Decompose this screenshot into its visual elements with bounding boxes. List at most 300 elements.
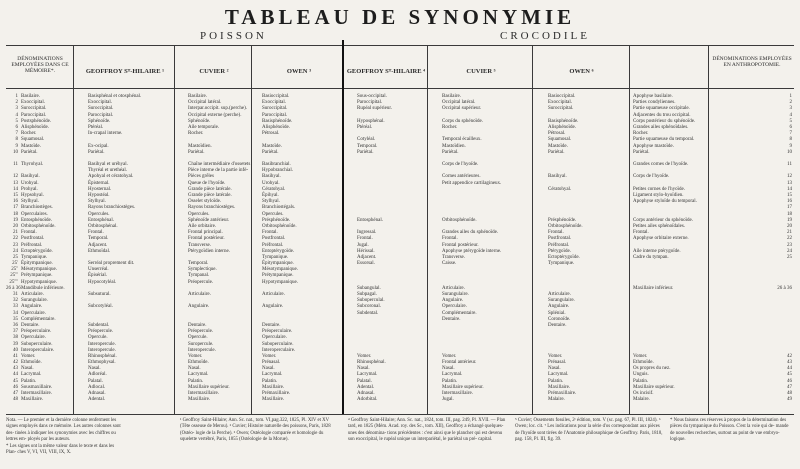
owen-2-cell: Pétrosal.	[548, 131, 566, 137]
left-row-number: 22	[13, 236, 18, 242]
geoffroy-2-cell: Lacrymal.	[357, 372, 378, 378]
left-row-name: Dentaire.	[21, 322, 40, 328]
left-row-number: 37	[13, 329, 18, 335]
right-row-name: Maxillaire supérieur.	[633, 384, 675, 390]
left-row-number: 36	[13, 322, 18, 328]
left-row-number: 42	[13, 360, 18, 366]
left-row-name: Nasal.	[21, 366, 34, 372]
left-row-number: 12	[13, 174, 18, 180]
left-row-number: 23	[13, 242, 18, 248]
right-row-number: 47	[787, 384, 792, 390]
geoffroy-2-cell: Essorsal.	[357, 261, 375, 267]
geoffroy-1-cell: Hypocotyléal.	[88, 279, 117, 285]
owen-2-cell: Orbitosphénoïde.	[548, 223, 583, 229]
right-row-number: 7	[789, 131, 792, 137]
owen-2-cell: Nasal.	[548, 366, 561, 372]
geoffroy-1-cell: Épisternal.	[88, 180, 110, 186]
left-row-number: 44	[13, 372, 18, 378]
cuvier-1-cell: Queue de l'hyoïde.	[188, 180, 226, 186]
left-row-number: 1	[15, 94, 18, 99]
left-row-name: Suroccipital.	[21, 106, 47, 112]
right-row-number: 4	[789, 112, 792, 118]
cuvier-1-cell: Dentaire.	[188, 322, 207, 328]
header-rule	[6, 88, 794, 89]
right-row-number: 11	[787, 162, 792, 168]
left-row-number: 32	[13, 298, 18, 304]
cuvier-1-cell: Vomer.	[188, 353, 203, 359]
geoffroy-2-cell: Ptéréal.	[357, 124, 373, 130]
geoffroy-2-cell: Pariétal.	[357, 149, 374, 155]
owen-2-cell: Frontal.	[548, 230, 564, 236]
owen-1-cell: Prémaxillaire.	[262, 391, 291, 396]
cuvier-2-cell: Angulaire.	[442, 298, 464, 304]
cuvier-1-cell: Basilaire.	[188, 94, 208, 99]
right-row-number: 23	[787, 242, 792, 248]
owen-1-cell: Tympanique.	[262, 254, 289, 260]
geoffroy-1-cell: Thyréal et urethéal.	[88, 168, 128, 174]
right-row-number: 5	[789, 118, 792, 124]
cuvier-2-cell: Complémentaire.	[442, 310, 477, 316]
cuvier-1-cell: Ethmoïde.	[188, 360, 209, 366]
left-row-name: Operculaire.	[21, 335, 46, 341]
right-row-name: Ligament stylo-hyoïdien.	[633, 193, 684, 198]
cuvier-1-cell: Symplectique.	[188, 267, 217, 273]
geoffroy-1-cell: Unserréal.	[88, 267, 109, 273]
left-row-number: 39	[13, 341, 18, 347]
cuvier-1-cell: Articulaire.	[188, 292, 211, 297]
left-row-name: Frontal.	[21, 230, 37, 236]
cuvier-1-cell: Aile temporale.	[188, 124, 220, 130]
owen-1-cell: Nasal.	[262, 366, 275, 372]
right-row-name: Apophyse mastoïde.	[633, 143, 674, 149]
group-header-poisson: POISSON	[200, 30, 267, 42]
left-row-name: Maxillaire.	[21, 397, 44, 403]
left-row-number: 33	[13, 304, 18, 310]
right-row-number: 14	[787, 186, 792, 192]
geoffroy-2-cell: Rhinosphénal.	[357, 360, 386, 366]
right-row-number: 19	[787, 217, 792, 223]
geoffroy-1-cell: Opercule.	[88, 335, 108, 341]
geoffroy-2-cell: Rupéal supérieur.	[357, 106, 392, 112]
geoffroy-1-cell: Subcotyléal.	[88, 304, 113, 310]
left-row-name: Préoperculaire.	[21, 329, 52, 335]
owen-2-cell: Mastoïde.	[548, 143, 568, 149]
cuvier-2-cell: Rocher.	[442, 124, 458, 130]
owen-1-cell: Pétrosal.	[262, 131, 280, 137]
right-row-name: Unguis.	[633, 372, 649, 378]
geoffroy-1-cell: Adjacent.	[88, 242, 108, 248]
left-row-number: 34	[13, 310, 18, 316]
cuvier-2-cell: Nasal.	[442, 366, 455, 372]
divider-2	[174, 45, 175, 414]
divider-8	[708, 45, 709, 414]
owen-2-cell: Présphénoïde.	[548, 217, 577, 223]
cuvier-1-cell: Rayons branchiostèges.	[188, 205, 236, 211]
left-row-number: 25'	[12, 261, 18, 267]
right-row-name: Malaire.	[633, 397, 650, 403]
owen-1-cell: Pariétal.	[262, 149, 279, 155]
geoffroy-1-cell: Basisphénal et otosphénal.	[88, 94, 142, 99]
left-row-number: 7	[15, 131, 18, 137]
right-row-number: 45	[787, 372, 792, 378]
owen-2-cell: Maxillaire.	[548, 384, 571, 390]
left-row-name: Sousmaxillaire.	[21, 384, 53, 390]
header-geoffroy-1: GEOFFROY Sᵀ-HILAIRE ¹	[85, 68, 165, 75]
right-row-name: Aile interne ptérygoïde.	[633, 248, 681, 254]
geoffroy-2-cell: Nasal.	[357, 366, 370, 372]
left-row-name: Ethmoïde.	[21, 360, 42, 366]
left-row-number: 10	[13, 149, 18, 155]
cuvier-2-cell: Pariétal.	[442, 149, 459, 155]
owen-2-cell: Basihyal.	[548, 174, 567, 180]
cuvier-1-cell: Occipital externe (perche).	[188, 112, 242, 118]
note-3: ¹ Geoffroy Saint-Hilaire; Ann. Sc. nat., tom. VI,pag.322, 1825, Pl. XIV et XV (Tête osseuse de Merou). ² Cuvier; Histoire naturelle des poissons, Paris, 1828 (Ostéo- logie de la Perche). ³ Owen; Ostéologie comparée et homologie du squelette vertébré, Paris, 1855 (Ostéologie de la Morue).	[180, 418, 331, 443]
right-row-number: 25	[787, 254, 792, 260]
cuvier-2-cell: Dentaire.	[442, 316, 461, 322]
left-row-number: 25''''	[9, 279, 18, 285]
owen-1-cell: Basioccipital.	[262, 94, 290, 99]
left-row-number: 4	[15, 112, 18, 118]
owen-2-cell: Exoccipital.	[548, 100, 573, 106]
left-row-name: Mésotympanique.	[21, 267, 57, 273]
right-row-name: Corps de l'hyoïde.	[633, 174, 670, 180]
cuvier-1-cell: Frontal postérieur.	[188, 236, 225, 242]
owen-1-cell: Urohyal.	[262, 180, 280, 186]
geoffroy-2-cell: Adjacent.	[357, 254, 377, 260]
left-row-number: 46	[13, 384, 18, 390]
left-row-name: Articulaire.	[21, 292, 44, 297]
cuvier-2-cell: Palatin.	[442, 378, 458, 384]
note-2: * Les signes ont la même valeur dans le texte et dans les Plan- ches V, VI, VII, VIII, IX, X.	[6, 444, 115, 456]
geoffroy-1-cell: Ptéréal.	[88, 124, 104, 130]
geoffroy-1-cell: Sphénoïde.	[88, 118, 111, 124]
right-row-name: Petites ailes sphénoïdales.	[633, 223, 686, 229]
cuvier-2-cell: Cornes antérieures.	[442, 174, 481, 180]
cuvier-2-cell: Orbitosphénoïde.	[442, 217, 477, 223]
left-row-number: 16	[13, 199, 18, 205]
left-row-name: Ectoptérygoïde.	[21, 248, 53, 254]
divider-7	[629, 45, 630, 414]
owen-2-cell: Surangulaire.	[548, 298, 575, 304]
owen-1-cell: Mastoïde.	[262, 143, 282, 149]
left-row-name: Mastoïde.	[21, 143, 41, 149]
geoffroy-1-cell: Nasal.	[88, 366, 101, 372]
left-row-number: 21	[13, 230, 18, 236]
left-row-number: 40	[13, 347, 18, 353]
owen-1-cell: Branchiostégals.	[262, 205, 296, 211]
left-row-number: 25	[13, 254, 18, 260]
right-row-name: Apophyse styloïde du temporal.	[633, 199, 697, 205]
left-row-number: 2	[15, 100, 18, 106]
right-row-number: 24	[787, 248, 792, 254]
geoffroy-2-cell: Subangulal.	[357, 285, 381, 291]
geoffroy-1-cell: Basihyal et uréhyal.	[88, 162, 128, 168]
owen-2-cell: Dentaire.	[548, 322, 567, 328]
left-row-number: 15	[13, 193, 18, 198]
geoffroy-2-cell: Adental.	[357, 384, 375, 390]
geoffroy-1-cell: Hypostéal.	[88, 193, 110, 198]
owen-1-cell: Préfrontal.	[262, 242, 284, 248]
geoffroy-2-cell: Paroccipital.	[357, 100, 383, 106]
right-row-name: Palatin.	[633, 378, 649, 384]
left-row-number: 26 à 36	[6, 285, 21, 291]
left-row-number: 35	[13, 316, 18, 322]
left-row-number: 25''	[11, 267, 18, 273]
left-row-name: Squamosal.	[21, 137, 45, 143]
cuvier-2-cell: Caisse.	[442, 261, 457, 267]
right-row-name: Pariétal.	[633, 149, 650, 155]
right-row-name: Partie squameuse occipitale.	[633, 106, 690, 112]
geoffroy-1-cell: Paroccipital.	[88, 112, 114, 118]
column-left-names	[21, 94, 73, 403]
owen-2-cell: Coronoïde.	[548, 316, 571, 322]
column-right-names	[633, 94, 697, 403]
geoffroy-1-cell: Palatal.	[88, 378, 103, 384]
owen-1-cell: Présphénoïde.	[262, 217, 291, 223]
geoffroy-1-cell: Subsutural.	[88, 292, 111, 297]
geoffroy-1-cell: Ethmoïdal.	[88, 248, 111, 254]
note-1: Nota. — Le premier et la dernière colonne renferment les signes employés dans ce mémoire. Les autres colonnes sont des- tinées à indiquer les synonymies avec les chiffres ou lettres em- ployés par les auteurs.	[6, 418, 121, 443]
geoffroy-1-cell: In-crapal interne.	[88, 131, 123, 137]
owen-1-cell: Orbitosphénoïde.	[262, 223, 297, 229]
right-row-name: Os incisif.	[633, 391, 654, 396]
right-row-number: 8	[789, 137, 792, 143]
left-row-name: Pariétal.	[21, 149, 38, 155]
cuvier-2-cell: Apophyse ptérygoïde interne.	[442, 248, 502, 254]
geoffroy-1-cell: Pariétal.	[88, 149, 105, 155]
owen-2-cell: Basisphénoïde.	[548, 118, 579, 124]
geoffroy-2-cell: Palatal.	[357, 378, 372, 384]
geoffroy-2-cell: Adorbital.	[357, 397, 378, 403]
cuvier-2-cell: Mastoïdien.	[442, 143, 466, 149]
geoffroy-2-cell: Adnasal.	[357, 391, 375, 396]
left-row-name: Urohyal.	[21, 180, 39, 186]
header-cuvier-1: CUVIER ²	[199, 68, 229, 75]
geoffroy-1-cell: Préopercule.	[88, 329, 114, 335]
left-row-name: Hypsohyal.	[21, 193, 44, 198]
left-row-name: Operculaire.	[21, 310, 46, 316]
right-row-number: 20	[787, 223, 792, 229]
cuvier-1-cell: Grande pièce latérale.	[188, 193, 232, 198]
cuvier-1-cell: Temporal.	[188, 261, 209, 267]
cuvier-2-cell: Maxillaire supérieur.	[442, 384, 484, 390]
geoffroy-1-cell: Apohyal et cératohyal.	[88, 174, 134, 180]
owen-1-cell: Mésotympanique.	[262, 267, 298, 273]
geoffroy-1-cell: Adental.	[88, 397, 106, 403]
cuvier-1-cell: Tympanal.	[188, 273, 210, 279]
owen-1-cell: Cératohyal.	[262, 186, 286, 192]
column-right-numbers	[776, 94, 792, 403]
column-owen-1	[262, 94, 342, 403]
owen-2-cell: Ptérygoïde.	[548, 248, 571, 254]
left-row-number: 45	[13, 378, 18, 384]
geoffroy-2-cell: Hyposphénal.	[357, 118, 385, 124]
geoffroy-2-cell: Jugal.	[357, 242, 369, 248]
column-geoffroy-1	[88, 94, 174, 403]
divider-3	[251, 45, 252, 414]
owen-1-cell: Opercules.	[262, 211, 284, 217]
left-row-number: 6	[15, 124, 18, 130]
geoffroy-2-cell: Frontal.	[357, 236, 373, 242]
left-row-number: 5	[15, 118, 18, 124]
right-row-number: 18	[787, 211, 792, 217]
cuvier-2-cell: Lacrymal.	[442, 372, 463, 378]
cuvier-2-cell: Temporal écailleux.	[442, 137, 482, 143]
right-row-number: 10	[787, 149, 792, 155]
geoffroy-1-cell: Adnasal.	[88, 391, 106, 396]
owen-1-cell: Operculaire.	[262, 335, 287, 341]
geoffroy-1-cell: Frontal.	[88, 230, 104, 236]
geoffroy-2-cell: Cotyléal.	[357, 137, 376, 143]
right-row-name: Parties condyliennes.	[633, 100, 676, 106]
geoffroy-2-cell: Vomer.	[357, 353, 372, 359]
header-left: DÉNOMINATIONS EMPLOYÉES DANS CE MÉMOIRE*.	[11, 56, 69, 74]
left-row-name: Operculaires.	[21, 211, 48, 217]
cuvier-1-cell: Intermaxillaire.	[188, 391, 219, 396]
right-row-name: Adjacentes du trou occipital.	[633, 112, 691, 118]
left-row-name: Préfrontal.	[21, 242, 43, 248]
owen-1-cell: Postfrontal.	[262, 236, 286, 242]
cuvier-1-cell: Grande pièce latérale.	[188, 186, 232, 192]
right-row-name: Grandes cornes de l'hyoïde.	[633, 162, 689, 168]
owen-2-cell: Basioccipital.	[548, 94, 576, 99]
left-row-number: 18	[13, 211, 18, 217]
left-row-number: 38	[13, 335, 18, 341]
cuvier-1-cell: Frontal principal.	[188, 230, 223, 236]
right-row-number: 16	[787, 199, 792, 205]
divider-5	[427, 45, 428, 414]
right-row-name: Partie squameuse du temporal.	[633, 137, 695, 143]
right-row-name: Vomer.	[633, 353, 648, 359]
owen-1-cell: Lacrymal.	[262, 372, 283, 378]
left-row-number: 20	[13, 223, 18, 229]
header-owen-2: OWEN ⁶	[569, 68, 594, 75]
right-row-number: 1	[789, 94, 792, 99]
right-row-number: 17	[787, 205, 792, 211]
owen-2-cell: Squamosal.	[548, 137, 572, 143]
owen-1-cell: Palatin.	[262, 378, 278, 384]
cuvier-1-cell: Opercules.	[188, 211, 210, 217]
left-row-name: Épitympanique.	[21, 261, 53, 267]
geoffroy-1-cell: Ethmophysal.	[88, 360, 116, 366]
right-row-name: Corps antérieur du sphénoïde.	[633, 217, 693, 223]
cuvier-2-cell: Frontal postérieur.	[442, 242, 479, 248]
left-row-name: Paroccipital.	[21, 112, 47, 118]
page-title: TABLEAU DE SYNONYMIE	[224, 5, 576, 29]
group-header-crocodile: CROCODILE	[500, 30, 590, 42]
left-row-number: 17	[13, 205, 18, 211]
left-row-number: 31	[13, 292, 18, 297]
right-row-number: 9	[789, 143, 792, 149]
owen-2-cell: Pariétal.	[548, 149, 565, 155]
cuvier-1-cell: Transverse.	[188, 242, 212, 248]
geoffroy-2-cell: Ingressal.	[357, 230, 377, 236]
geoffroy-1-cell: Adloréal.	[88, 372, 107, 378]
geoffroy-2-cell: Subcoronal.	[357, 304, 382, 310]
left-row-name: Postfrontal.	[21, 236, 45, 242]
owen-2-cell: Articulaire.	[548, 292, 571, 297]
owen-1-cell: Stylhyal.	[262, 199, 280, 205]
geoffroy-1-cell: Rhinosphénal.	[88, 353, 117, 359]
left-row-number: 48	[13, 397, 18, 403]
cuvier-1-cell: Pariétal.	[188, 149, 205, 155]
left-row-number: 9	[15, 143, 18, 149]
geoffroy-1-cell: Épisérial.	[88, 273, 108, 279]
cuvier-1-cell: Interpar.occipit. sup.(perche).	[188, 106, 248, 112]
geoffroy-2-cell: Subpagal.	[357, 292, 377, 297]
cuvier-1-cell: Pièces grêles	[188, 174, 214, 180]
left-row-number: 25'''	[10, 273, 18, 279]
owen-1-cell: Frontal.	[262, 230, 278, 236]
geoffroy-2-cell: Sous-occipital.	[357, 94, 387, 99]
right-row-name: Grandes ailes sphénoïdales.	[633, 124, 689, 130]
header-owen-1: OWEN ³	[286, 68, 312, 75]
cuvier-2-cell: Intermaxillaire.	[442, 391, 473, 396]
left-row-number: 13	[13, 180, 18, 186]
geoffroy-2-cell: Hérissal.	[357, 248, 375, 254]
owen-1-cell: Hypotympanique.	[262, 279, 298, 285]
owen-1-cell: Articulaire.	[262, 292, 285, 297]
left-row-name: Branchiostèges.	[21, 205, 53, 211]
column-left-numbers	[6, 94, 21, 403]
geoffroy-1-cell: Subdental.	[88, 322, 110, 328]
cuvier-2-cell: Basilaire.	[442, 94, 462, 99]
owen-1-cell: Vomer.	[262, 353, 277, 359]
geoffroy-1-cell: Temporal.	[88, 236, 109, 242]
cuvier-1-cell: Chaîne intermédiaire d'ossetets	[188, 162, 251, 168]
cuvier-2-cell: Jugal.	[442, 397, 454, 403]
owen-2-cell: Suroccipital.	[548, 106, 574, 112]
cuvier-2-cell: Transverse.	[442, 254, 466, 260]
left-row-name: Vomer.	[21, 353, 36, 359]
right-row-number: 2	[789, 100, 792, 106]
cuvier-1-cell: Sphénoïde antérieur.	[188, 217, 230, 223]
owen-2-cell: Ectoptérygoïde.	[548, 254, 580, 260]
right-row-name: Ethmoïde.	[633, 360, 654, 366]
right-row-number: 21	[787, 230, 792, 236]
geoffroy-1-cell: Orbitosphénal.	[88, 223, 118, 229]
cuvier-1-cell: Maxillaire supérieur.	[188, 384, 230, 390]
left-row-name: Thyrohyal.	[21, 162, 44, 168]
owen-2-cell: Malaire.	[548, 397, 565, 403]
cuvier-1-cell: Maxillaire.	[188, 397, 211, 403]
geoffroy-1-cell: Opercules.	[88, 211, 110, 217]
divider-4	[342, 40, 344, 414]
right-row-name: Cadre du tympan.	[633, 254, 669, 260]
owen-1-cell: Préoperculaire.	[262, 329, 293, 335]
left-row-name: Tympanique.	[21, 254, 48, 260]
right-row-number: 3	[789, 106, 792, 112]
owen-2-cell: Splénial.	[548, 310, 566, 316]
left-row-number: 19	[13, 217, 18, 223]
left-row-number: 43	[13, 366, 18, 372]
geoffroy-1-cell: Interopercule.	[88, 347, 116, 353]
right-row-number: 42	[787, 353, 792, 359]
cuvier-2-cell: Surangulaire.	[442, 292, 469, 297]
cuvier-1-cell: Sphénoïde.	[188, 118, 211, 124]
owen-2-cell: Préfrontal.	[548, 242, 570, 248]
column-cuvier-2	[442, 94, 532, 403]
header-geoffroy-2: GEOFFROY Sᵀ-HILAIRE ⁴	[346, 68, 426, 75]
geoffroy-1-cell: Ex-ocipal.	[88, 143, 109, 149]
geoffroy-2-cell: Suboperculal.	[357, 298, 385, 304]
cuvier-2-cell: Occipital supérieur.	[442, 106, 482, 112]
geoffroy-1-cell: Exoccipital.	[88, 100, 113, 106]
owen-2-cell: Palatin.	[548, 378, 564, 384]
left-row-name: Mandibule inférieure.	[21, 285, 65, 291]
owen-2-cell: Lacrymal.	[548, 372, 569, 378]
geoffroy-2-cell: Temporal.	[357, 143, 378, 149]
